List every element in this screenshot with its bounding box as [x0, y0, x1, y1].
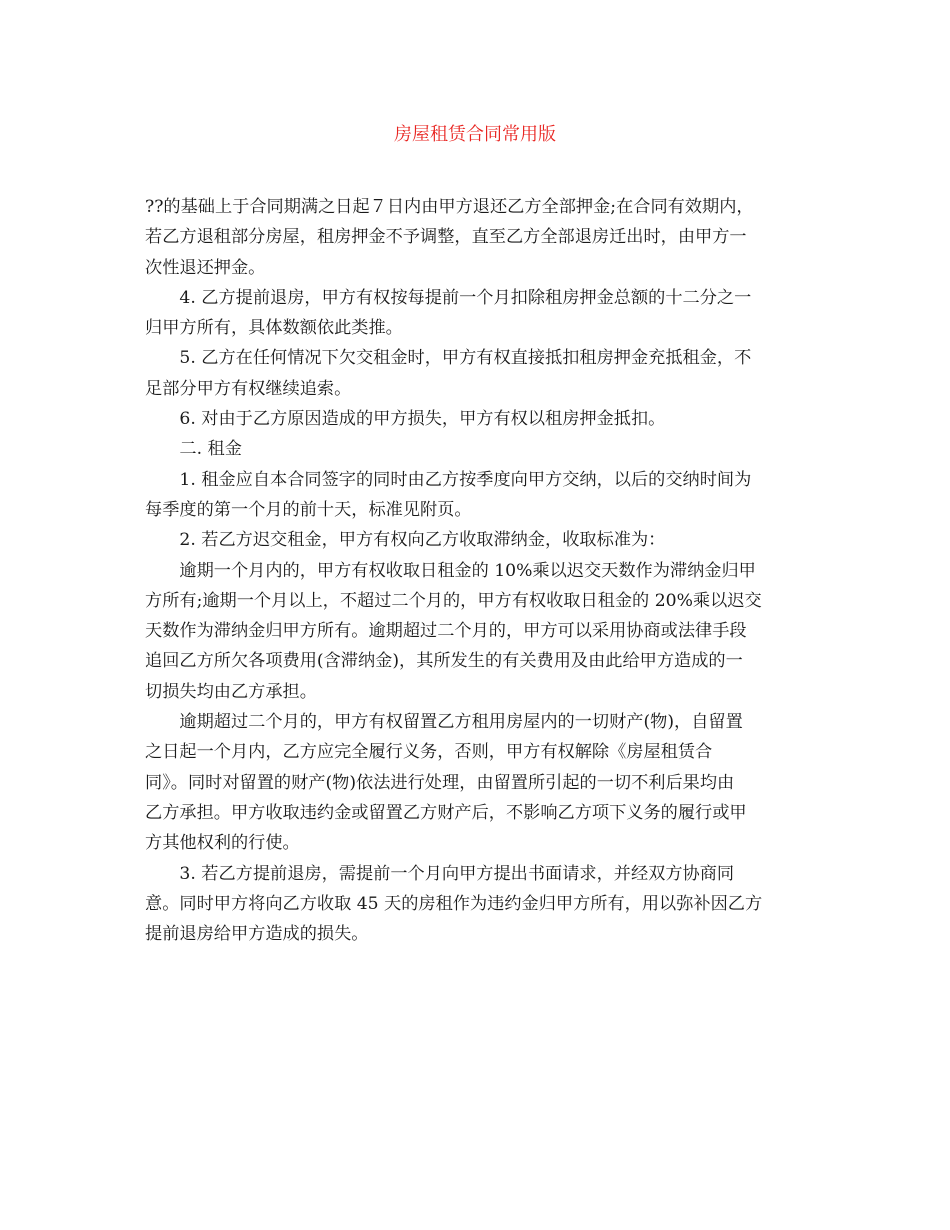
text-line: 同》。同时对留置的财产(物)依法进行处理，由留置所引起的一切不利后果均由 — [145, 772, 735, 793]
paragraph — [145, 465, 805, 526]
text-line: 追回乙方所欠各项费用(含滞纳金)，其所发生的有关费用及由此给甲方造成的一 — [145, 651, 743, 672]
text-line: 归甲方所有，具体数额依此类推。 — [145, 318, 403, 339]
paragraph — [145, 707, 805, 858]
document-body — [145, 192, 805, 949]
text-line: 若乙方退租部分房屋，租房押金不予调整，直至乙方全部退房迁出时，由甲方一 — [145, 227, 747, 248]
section-heading — [145, 434, 805, 464]
text-line: 意。同时甲方将向乙方收取 45 天的房租作为违约金归甲方所有，用以弥补因乙方 — [145, 893, 763, 914]
text-line: 5. 乙方在任何情况下欠交租金时，甲方有权直接抵扣租房押金充抵租金，不 — [179, 348, 752, 369]
paragraph — [145, 343, 805, 404]
text-line: 2. 若乙方迟交租金，甲方有权向乙方收取滞纳金，收取标准为： — [179, 530, 666, 551]
paragraph — [145, 525, 805, 555]
text-line: 次性退还押金。 — [145, 257, 266, 278]
paragraph — [145, 404, 805, 434]
paragraph — [145, 283, 805, 344]
text-line: ??的基础上于合同期满之日起７日内由甲方退还乙方全部押金;在合同有效期内， — [145, 197, 754, 217]
text-line: 1. 租金应自本合同签字的同时由乙方按季度向甲方交纳，以后的交纳时间为 — [179, 469, 752, 490]
text-line: 方所有;逾期一个月以上，不超过二个月的，甲方有权收取日租金的 20%乘以迟交 — [145, 590, 762, 611]
text-line: 逾期超过二个月的，甲方有权留置乙方租用房屋内的一切财产(物)，自留置 — [179, 712, 743, 733]
text-line: 足部分甲方有权继续追索。 — [145, 378, 352, 399]
text-line: 方其他权利的行使。 — [145, 833, 300, 854]
text-line: 6. 对由于乙方原因造成的甲方损失，甲方有权以租房押金抵扣。 — [179, 409, 666, 430]
paragraph — [145, 192, 805, 283]
text-line: 提前退房给甲方造成的损失。 — [145, 924, 369, 945]
document-title: 房屋租赁合同常用版 — [394, 124, 556, 145]
text-line: 逾期一个月内的，甲方有权收取日租金的 10%乘以迟交天数作为滞纳金归甲 — [179, 560, 756, 581]
paragraph — [145, 859, 805, 950]
text-line: 二. 租金 — [179, 439, 242, 460]
text-line: 之日起一个月内，乙方应完全履行义务，否则，甲方有权解除《房屋租赁合 — [145, 742, 713, 763]
text-line: 3. 若乙方提前退房，需提前一个月向甲方提出书面请求，并经双方协商同 — [179, 863, 735, 884]
text-line: 4. 乙方提前退房，甲方有权按每提前一个月扣除租房押金总额的十二分之一 — [179, 287, 752, 308]
text-line: 乙方承担。甲方收取违约金或留置乙方财产后，不影响乙方项下义务的履行或甲 — [145, 802, 747, 823]
paragraph — [145, 556, 805, 707]
text-line: 每季度的第一个月的前十天，标准见附页。 — [145, 499, 472, 520]
text-line: 天数作为滞纳金归甲方所有。逾期超过二个月的，甲方可以采用协商或法律手段 — [145, 621, 747, 642]
text-line: 切损失均由乙方承担。 — [145, 681, 317, 702]
